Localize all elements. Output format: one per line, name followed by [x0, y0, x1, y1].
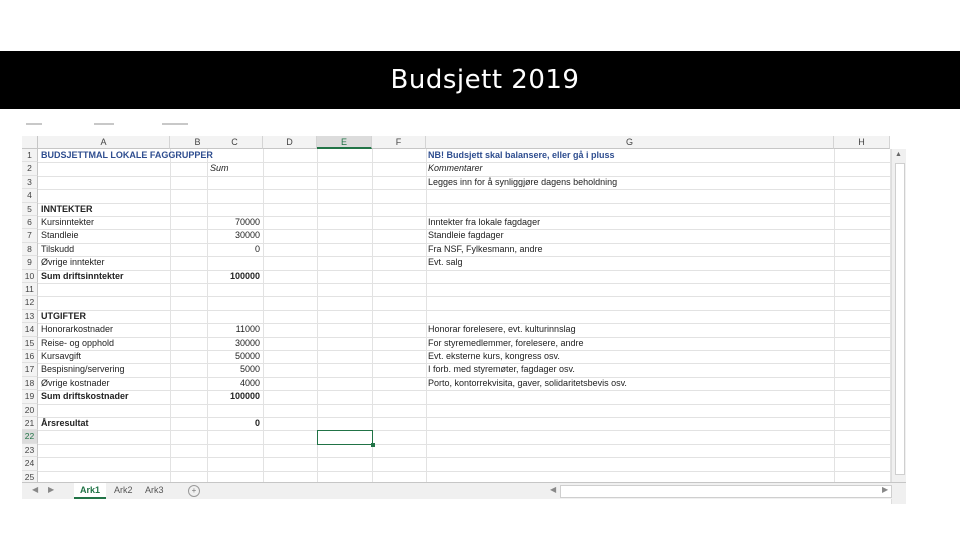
cell-g3[interactable]: Legges inn for å synliggjøre dagens beholdning: [428, 176, 618, 187]
cell-a9[interactable]: Øvrige inntekter: [41, 257, 105, 268]
cell-a17[interactable]: Øvrige kostnader: [41, 377, 110, 388]
gridline: [38, 310, 890, 311]
toolbar-edge: [94, 123, 114, 131]
column-header-d[interactable]: D: [263, 136, 317, 149]
gridline: [38, 404, 890, 405]
cell-a14[interactable]: Reise- og opphold: [41, 337, 115, 348]
cell-c7[interactable]: 30000: [234, 230, 260, 241]
cell-g14[interactable]: For styremedlemmer, forelesere, andre: [428, 337, 584, 348]
row-header[interactable]: 23: [22, 444, 38, 457]
cell-c2[interactable]: Sum: [210, 163, 229, 174]
row-header[interactable]: 11: [22, 283, 38, 296]
cell-g17[interactable]: Porto, kontorrekvisita, gaver, solidaritetsbevis osv.: [428, 377, 627, 388]
name-box-edge: [26, 123, 42, 131]
column-header-b[interactable]: B: [170, 136, 226, 149]
cell-a16[interactable]: Bespisning/servering: [41, 364, 125, 375]
gridline: [38, 444, 890, 445]
row-header[interactable]: 16: [22, 350, 38, 363]
cell-c18[interactable]: 100000: [229, 391, 260, 402]
selected-cell-e22[interactable]: [317, 430, 373, 445]
gridline: [38, 283, 890, 284]
row-header[interactable]: 1: [22, 149, 38, 162]
gridline: [38, 270, 890, 271]
gridline: [170, 149, 171, 484]
vertical-scrollbar[interactable]: [891, 149, 906, 504]
cell-g15[interactable]: Evt. eksterne kurs, kongress osv.: [428, 351, 560, 361]
row-header[interactable]: 5: [22, 203, 38, 216]
next-sheet-icon[interactable]: ▶: [48, 485, 55, 494]
cell-g16[interactable]: I forb. med styremøter, fagdager osv.: [428, 364, 575, 375]
cell-c17[interactable]: 4000: [239, 377, 260, 388]
cell-c16[interactable]: 5000: [239, 364, 260, 375]
scroll-left-icon[interactable]: ◀: [550, 485, 557, 494]
cell-c10[interactable]: 100000: [229, 270, 260, 281]
slide-title-bar: [0, 51, 960, 109]
row-header[interactable]: 22: [22, 430, 38, 443]
row-header[interactable]: 21: [22, 417, 38, 430]
cell-a13[interactable]: Honorarkostnader: [41, 324, 114, 335]
cell-g6[interactable]: Inntekter fra lokale fagdager: [428, 217, 541, 227]
cell-g1[interactable]: NB! Budsjett skal balansere, eller gå i pluss: [428, 150, 615, 160]
cell-a6[interactable]: Kursinntekter: [41, 217, 95, 227]
cell-a10[interactable]: Sum driftsinntekter: [41, 270, 124, 281]
cell-g13[interactable]: Honorar forelesere, evt. kulturinnslag: [428, 324, 576, 335]
gridline: [38, 471, 890, 472]
sheet-tab-bar: [22, 482, 906, 499]
row-header[interactable]: 2: [22, 162, 38, 175]
row-header[interactable]: 6: [22, 216, 38, 229]
cell-a15[interactable]: Kursavgift: [41, 351, 82, 361]
gridline: [38, 457, 890, 458]
row-header[interactable]: 10: [22, 270, 38, 283]
formula-bar-edge: [162, 123, 188, 131]
row-header[interactable]: 13: [22, 310, 38, 323]
row-header[interactable]: 4: [22, 189, 38, 202]
cell-a18[interactable]: Sum driftskostnader: [41, 391, 129, 402]
row-header[interactable]: 25: [22, 471, 38, 484]
cell-g2[interactable]: Kommentarer: [428, 163, 483, 174]
row-header[interactable]: 8: [22, 243, 38, 256]
column-header-f[interactable]: F: [372, 136, 426, 149]
gridline: [426, 149, 427, 484]
row-header[interactable]: 19: [22, 390, 38, 403]
scroll-right-icon[interactable]: ▶: [882, 485, 889, 494]
tab-ark2[interactable]: Ark2: [114, 485, 133, 495]
cell-c14[interactable]: 30000: [234, 337, 260, 348]
column-header-a[interactable]: A: [38, 136, 170, 149]
cell-a8[interactable]: Tilskudd: [41, 243, 75, 254]
gridline: [38, 256, 890, 257]
add-sheet-icon[interactable]: +: [188, 485, 200, 497]
horizontal-scrollbar[interactable]: [560, 485, 892, 498]
gridline: [834, 149, 835, 484]
gridline: [263, 149, 264, 484]
cell-c8[interactable]: 0: [254, 243, 260, 254]
gridline: [38, 203, 890, 204]
row-header[interactable]: 18: [22, 377, 38, 390]
gridline: [38, 189, 890, 190]
row-header[interactable]: 3: [22, 176, 38, 189]
cell-g8[interactable]: Fra NSF, Fylkesmann, andre: [428, 243, 543, 254]
cell-c6[interactable]: 70000: [234, 217, 260, 227]
cell-a7[interactable]: Standleie: [41, 230, 79, 241]
select-all-corner[interactable]: [22, 136, 38, 149]
cell-c20[interactable]: 0: [254, 418, 260, 428]
column-header-h[interactable]: H: [834, 136, 890, 149]
row-header[interactable]: 24: [22, 457, 38, 470]
gridline: [207, 149, 208, 484]
slide-title: Budsjett 2019: [390, 65, 580, 95]
gridline: [38, 390, 890, 391]
gridline: [38, 296, 890, 297]
cell-g9[interactable]: Evt. salg: [428, 257, 463, 268]
spreadsheet-screenshot: [22, 120, 906, 500]
ribbon-strip: [22, 120, 906, 136]
row-header[interactable]: 9: [22, 256, 38, 269]
row-header[interactable]: 12: [22, 296, 38, 309]
row-header[interactable]: 17: [22, 363, 38, 376]
prev-sheet-icon[interactable]: ◀: [32, 485, 39, 494]
column-header-g[interactable]: G: [426, 136, 834, 149]
row-header[interactable]: 7: [22, 229, 38, 242]
row-header[interactable]: 20: [22, 404, 38, 417]
column-header-e[interactable]: E: [317, 136, 372, 149]
tab-ark3[interactable]: Ark3: [145, 485, 164, 495]
row-header[interactable]: 15: [22, 337, 38, 350]
cell-a12[interactable]: UTGIFTER: [41, 310, 86, 321]
tab-ark1[interactable]: Ark1: [74, 483, 106, 499]
cell-a5[interactable]: INNTEKTER: [41, 203, 93, 214]
row-header[interactable]: 14: [22, 323, 38, 336]
cell-a1[interactable]: BUDSJETTMAL LOKALE FAGGRUPPER: [41, 150, 213, 160]
gridline: [38, 417, 890, 418]
scroll-thumb[interactable]: [895, 163, 905, 475]
column-header-c[interactable]: C: [207, 136, 263, 149]
cell-a20[interactable]: Årsresultat: [41, 418, 89, 428]
cell-c15[interactable]: 50000: [234, 351, 260, 361]
cell-g7[interactable]: Standleie fagdager: [428, 230, 504, 241]
cell-c13[interactable]: 11000: [235, 324, 260, 335]
scroll-up-icon[interactable]: ▲: [895, 151, 902, 158]
gridline: [38, 430, 890, 431]
